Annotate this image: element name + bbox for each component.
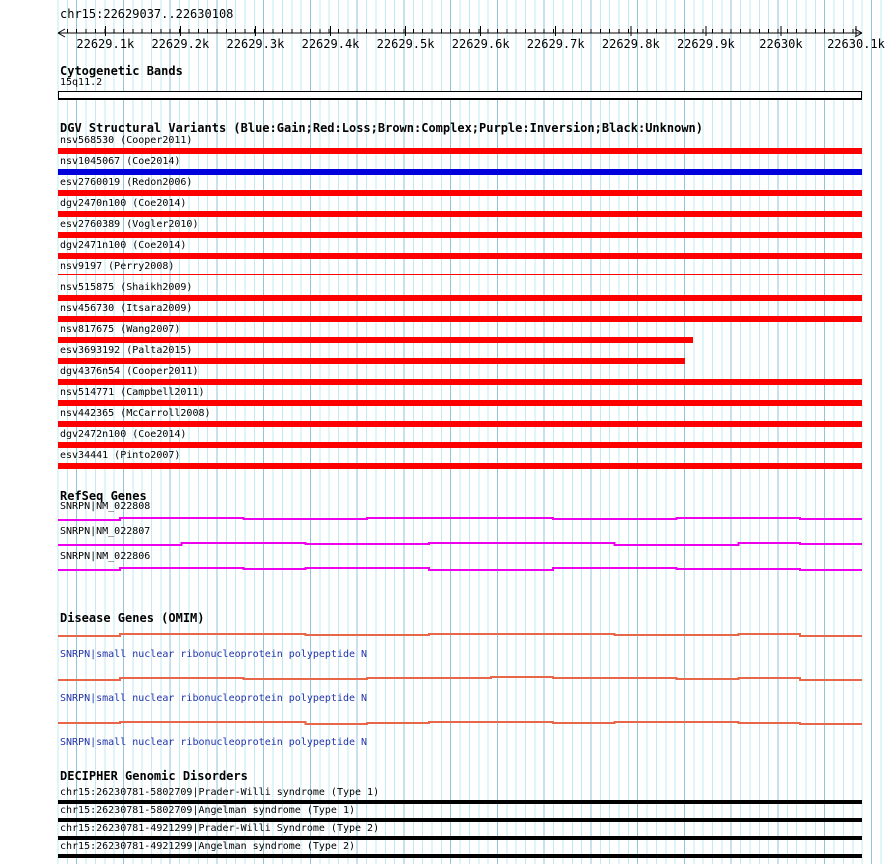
dgv-variant-label[interactable]: dgv2472n100 (Coe2014) <box>60 429 187 440</box>
dgv-variant-label[interactable]: nsv568530 (Cooper2011) <box>60 135 193 146</box>
dgv-variant-bar[interactable] <box>58 421 862 427</box>
decipher-region-label[interactable]: chr15:26230781-4921299|Angelman syndrome (Type 2) <box>60 841 356 852</box>
decipher-region-bar[interactable] <box>58 836 862 840</box>
dgv-variant-bar[interactable] <box>58 190 862 196</box>
ruler-arrowhead <box>58 29 65 33</box>
ruler-tick-label: 22629.6k <box>451 37 510 51</box>
dgv-variant-label[interactable]: nsv817675 (Wang2007) <box>60 324 181 335</box>
dgv-variant-label[interactable]: esv3693192 (Palta2015) <box>60 345 193 356</box>
dgv-variant-label[interactable]: dgv2470n100 (Coe2014) <box>60 198 187 209</box>
ruler-tick-label: 22629.2k <box>151 37 210 51</box>
dgv-variant-label[interactable]: nsv9197 (Perry2008) <box>60 261 175 272</box>
dgv-variant-bar[interactable] <box>58 379 862 385</box>
dgv-variant-label[interactable]: nsv456730 (Itsara2009) <box>60 303 193 314</box>
dgv-variant-label[interactable]: nsv442365 (McCarroll2008) <box>60 408 211 419</box>
ruler-tick-label: 22629.4k <box>301 37 360 51</box>
dgv-variant-label[interactable]: esv2760389 (Vogler2010) <box>60 219 199 230</box>
ruler-tick-label: 22630k <box>759 37 803 51</box>
decipher-region-bar[interactable] <box>58 854 862 858</box>
decipher-track-title: DECIPHER Genomic Disorders <box>60 769 248 783</box>
dgv-variant-bar[interactable] <box>58 316 862 322</box>
ruler-tick-label: 22629.5k <box>376 37 435 51</box>
dgv-variant-bar[interactable] <box>58 169 862 175</box>
ruler-arrowhead <box>58 33 65 37</box>
ruler-tick-label: 22629.8k <box>601 37 660 51</box>
dgv-variant-label[interactable]: esv2760019 (Redon2006) <box>60 177 193 188</box>
decipher-region-bar[interactable] <box>58 818 862 822</box>
refseq-gene-label[interactable]: SNRPN|NM_022806 <box>60 551 151 562</box>
ruler-tick-label: 22630.1k <box>827 37 885 51</box>
decipher-region-label[interactable]: chr15:26230781-5802709|Prader-Willi syndrome (Type 1) <box>60 787 380 798</box>
dgv-variant-bar[interactable] <box>58 232 862 238</box>
dgv-variant-bar[interactable] <box>58 442 862 448</box>
decipher-region-bar[interactable] <box>58 800 862 804</box>
dgv-variant-label[interactable]: nsv514771 (Campbell2011) <box>60 387 205 398</box>
ruler-tick-label: 22629.7k <box>526 37 585 51</box>
dgv-track-title: DGV Structural Variants (Blue:Gain;Red:Loss;Brown:Complex;Purple:Inversion;Black:Unknown) <box>60 121 703 135</box>
dgv-variant-bar[interactable] <box>58 463 862 469</box>
refseq-gene-label[interactable]: SNRPN|NM_022807 <box>60 526 151 537</box>
omim-track-title: Disease Genes (OMIM) <box>60 611 205 625</box>
cytoband-label: 15q11.2 <box>60 77 103 88</box>
decipher-region-label[interactable]: chr15:26230781-5802709|Angelman syndrome (Type 1) <box>60 805 356 816</box>
dgv-variant-label[interactable]: nsv1045067 (Coe2014) <box>60 156 181 167</box>
cytoband-feature[interactable] <box>58 91 862 100</box>
dgv-variant-bar[interactable] <box>58 358 685 364</box>
ruler-tick-label: 22629.1k <box>76 37 135 51</box>
dgv-variant-label[interactable]: dgv4376n54 (Cooper2011) <box>60 366 199 377</box>
omim-gene-label[interactable]: SNRPN|small nuclear ribonucleoprotein polypeptide N <box>60 737 368 748</box>
dgv-variant-bar[interactable] <box>58 295 862 301</box>
dgv-variant-label[interactable]: esv34441 (Pinto2007) <box>60 450 181 461</box>
omim-gene-label[interactable]: SNRPN|small nuclear ribonucleoprotein polypeptide N <box>60 693 368 704</box>
dgv-variant-bar[interactable] <box>58 337 693 343</box>
dgv-variant-bar[interactable] <box>58 148 862 154</box>
refseq-track-title: RefSeq Genes <box>60 489 147 503</box>
dgv-variant-bar[interactable] <box>58 400 862 406</box>
dgv-variant-label[interactable]: dgv2471n100 (Coe2014) <box>60 240 187 251</box>
dgv-variant-bar[interactable] <box>58 274 862 275</box>
refseq-gene-label[interactable]: SNRPN|NM_022808 <box>60 501 151 512</box>
ruler-tick-label: 22629.3k <box>226 37 285 51</box>
ruler-tick-label: 22629.9k <box>676 37 735 51</box>
cytobands-track-title: Cytogenetic Bands <box>60 64 183 78</box>
decipher-region-label[interactable]: chr15:26230781-4921299|Prader-Willi Syndrome (Type 2) <box>60 823 380 834</box>
dgv-variant-bar[interactable] <box>58 211 862 217</box>
dgv-variant-label[interactable]: nsv515875 (Shaikh2009) <box>60 282 193 293</box>
omim-gene-label[interactable]: SNRPN|small nuclear ribonucleoprotein polypeptide N <box>60 649 368 660</box>
region-coordinates: chr15:22629037..22630108 <box>60 7 234 21</box>
dgv-variant-bar[interactable] <box>58 253 862 259</box>
